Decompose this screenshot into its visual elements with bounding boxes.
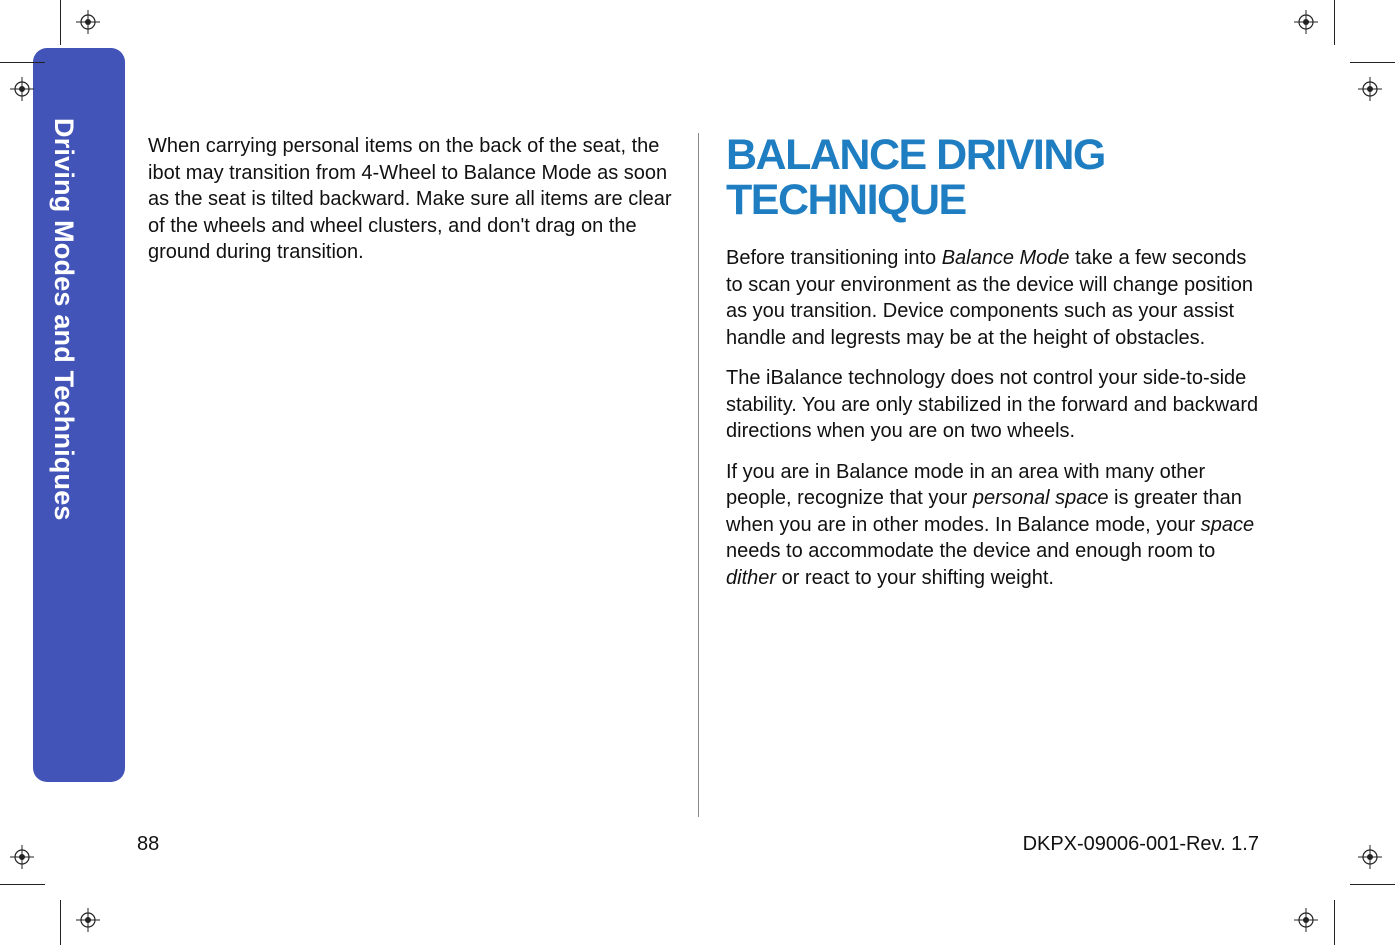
p3-emphasis-1: personal space xyxy=(972,487,1109,509)
heading-line-1: BALANCE DRIVING xyxy=(726,131,1105,179)
crosshair-target-icon xyxy=(10,77,34,101)
column-divider xyxy=(698,133,699,817)
crop-line xyxy=(60,0,61,45)
p3-text-c: needs to accommodate the device and enough room to xyxy=(726,540,1216,562)
p1-text-a: Before transitioning into xyxy=(726,247,942,269)
p3-text-b: is greater than when you are in other modes. In Balance mode, your xyxy=(726,487,1242,536)
side-tab-label-wrap xyxy=(33,48,125,782)
crosshair-target-icon xyxy=(10,845,34,869)
paragraph-2: The iBalance technology does not control your side-to-side stability. You are only stabilized in the forward and backward directions when you are on two wheels. xyxy=(726,367,1259,442)
p3-text-d: or react to your shifting weight. xyxy=(776,566,1054,589)
crop-line xyxy=(1334,900,1335,945)
left-column xyxy=(148,133,678,280)
crop-line xyxy=(60,900,61,945)
p1-text-b: take a few seconds to scan your environment as the device will change position as you transition. Device components such as your assist handle and legrests may be at the height of obstacles. xyxy=(726,247,1253,349)
heading-line-2: TECHNIQUE xyxy=(726,176,966,224)
crop-line xyxy=(0,62,45,63)
crosshair-target-icon xyxy=(1294,908,1318,932)
right-column xyxy=(726,133,1266,605)
section-tab-label: Driving Modes and Techniques xyxy=(49,118,79,521)
paragraph-3 xyxy=(726,459,1266,592)
crosshair-target-icon xyxy=(1358,77,1382,101)
paragraph-1 xyxy=(726,245,1266,351)
document-id: DKPX-09006-001-Rev. 1.7 xyxy=(1022,833,1259,855)
crop-line xyxy=(1350,62,1395,63)
crosshair-target-icon xyxy=(1294,10,1318,34)
crosshair-target-icon xyxy=(76,908,100,932)
crop-line xyxy=(0,884,45,885)
p3-emphasis-3: dither xyxy=(726,566,777,589)
crop-line xyxy=(1334,0,1335,45)
section-heading xyxy=(726,133,1266,223)
page-number: 88 xyxy=(137,833,160,855)
crop-line xyxy=(1350,884,1395,885)
crosshair-target-icon xyxy=(76,10,100,34)
p3-emphasis-2: space xyxy=(1200,513,1255,536)
p3-text-a: If you are in Balance mode in an area with many other people, recognize that your xyxy=(726,460,1206,509)
p1-emphasis: Balance Mode xyxy=(941,247,1070,269)
crosshair-target-icon xyxy=(1358,845,1382,869)
left-paragraph: When carrying personal items on the back of the seat, the ibot may transition from 4-Wheel to Balance Mode as soon as the seat is tilted backward. Make sure all items are clear of the wheels and wheel clusters, and don't drag on the ground during transition. xyxy=(148,135,672,263)
